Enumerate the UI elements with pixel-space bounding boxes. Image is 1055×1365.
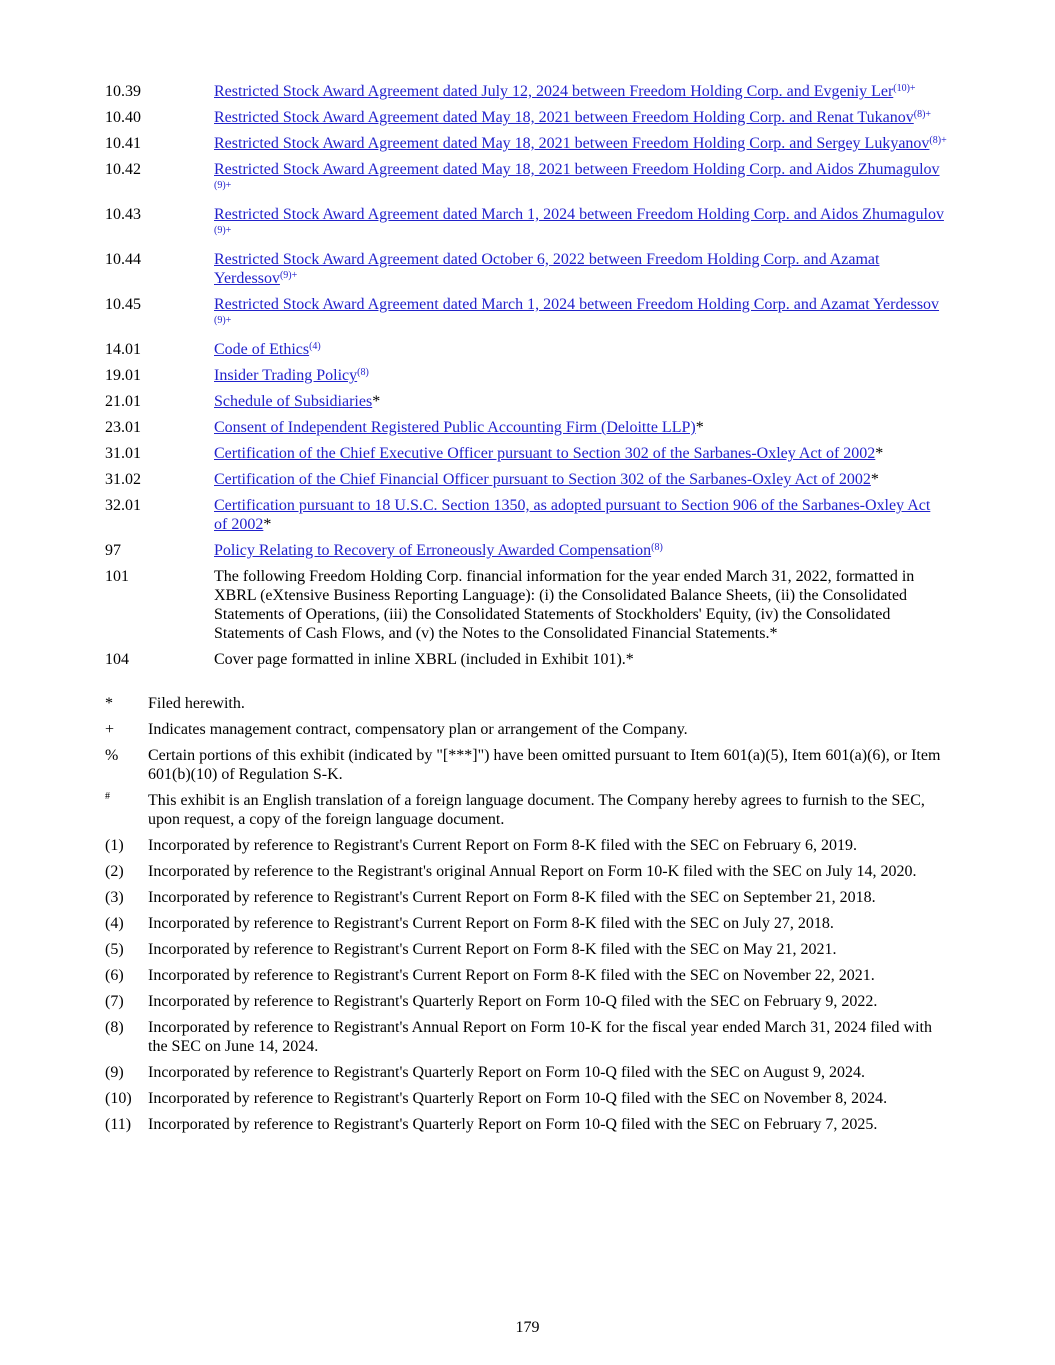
exhibit-number: 10.44: [105, 251, 141, 268]
exhibit-number: 10.43: [105, 206, 141, 223]
footnote-text: Filed herewith.: [148, 695, 245, 712]
footnote-number: (2): [105, 863, 124, 880]
footnote-number: (8): [105, 1019, 124, 1036]
footnote-text: Incorporated by reference to Registrant's Quarterly Report on Form 10-Q filed with the SEC on February 7, 2025.: [148, 1116, 878, 1133]
footnote-number: (11): [105, 1116, 132, 1133]
footnote-symbol-glyph: +: [105, 721, 115, 738]
exhibit-row: [105, 650, 947, 669]
exhibit-description: [214, 496, 947, 534]
footnote-symbol: [105, 746, 148, 784]
exhibit-description: Restricted Stock Award Agreement dated March 1, 2024 between Freedom Holding Corp. and Azamat Yerdessov$^{(9)+}$: [214, 296, 940, 326]
footnote-text: This exhibit is an English translation of a foreign language document. The Company hereby agrees to furnish to the SEC, upon request, a copy of the foreign language document.: [148, 792, 925, 828]
footnote-number: (5): [105, 941, 124, 958]
footnote-row: [105, 914, 947, 933]
exhibit-link[interactable]: Restricted Stock Award Agreement dated May 18, 2021 between Freedom Holding Corp. and Sergey Lukyanov: [214, 135, 930, 152]
exhibit-number: 10.40: [105, 109, 141, 126]
footnote-row: [105, 992, 947, 1011]
footnote-symbol-glyph: *: [105, 695, 113, 712]
exhibit-list: [105, 82, 947, 669]
exhibit-description: [214, 392, 947, 411]
exhibit-number: 21.01: [105, 393, 141, 410]
exhibit-description: Restricted Stock Award Agreement dated October 6, 2022 between Freedom Holding Corp. and Azamat Yerdessov$^{(9)+}$: [214, 251, 880, 287]
exhibit-row: [105, 541, 947, 560]
exhibit-number: 31.01: [105, 445, 141, 462]
filed-herewith-marker: *: [870, 471, 879, 488]
exhibit-number: 104: [105, 651, 129, 668]
footnote-number: (3): [105, 889, 124, 906]
footnote-row: [105, 966, 947, 985]
exhibit-row: [105, 366, 947, 385]
filed-herewith-marker: *: [695, 419, 704, 436]
exhibit-link[interactable]: Certification of the Chief Executive Officer pursuant to Section 302 of the Sarbanes-Oxley Act of 2002: [214, 445, 876, 462]
footnote-text: Incorporated by reference to Registrant's Quarterly Report on Form 10-Q filed with the SEC on February 9, 2022.: [148, 993, 878, 1010]
footnote-row: [105, 888, 947, 907]
exhibit-number: 10.45: [105, 296, 141, 313]
footnote-symbol-glyph: %: [105, 747, 119, 764]
footnote-symbol-notes: [105, 694, 947, 829]
footnote-number: (4): [105, 915, 124, 932]
footnote-symbol: [105, 694, 148, 713]
footnote-text: Incorporated by reference to Registrant's Current Report on Form 8-K filed with the SEC on November 22, 2021.: [148, 967, 875, 984]
footnote-text: Incorporated by reference to Registrant's Current Report on Form 8-K filed with the SEC on July 27, 2018.: [148, 915, 834, 932]
exhibit-link[interactable]: Restricted Stock Award Agreement dated May 18, 2021 between Freedom Holding Corp. and Aidos Zhumagulov: [214, 161, 940, 178]
footnote-row: [105, 862, 947, 881]
exhibit-description: Policy Relating to Recovery of Erroneously Awarded Compensation$^{(8)}$: [214, 542, 663, 559]
footnote-text: Indicates management contract, compensatory plan or arrangement of the Company.: [148, 721, 688, 738]
exhibit-description: [214, 444, 947, 463]
footnote-row: [105, 746, 947, 784]
exhibit-description: Code of Ethics$^{(4)}$: [214, 341, 321, 358]
page-number: 179: [515, 1319, 540, 1336]
exhibit-row: [105, 250, 947, 288]
exhibit-description: Restricted Stock Award Agreement dated July 12, 2024 between Freedom Holding Corp. and Evgeniy Ler$^{(10)+}$: [214, 83, 916, 100]
footnote-numbered-notes: [105, 836, 947, 1134]
exhibit-description: [214, 470, 947, 489]
exhibit-description: Insider Trading Policy$^{(8)}$: [214, 367, 369, 384]
exhibit-number: 23.01: [105, 419, 141, 436]
exhibit-number: 31.02: [105, 471, 141, 488]
footnote-number: (1): [105, 837, 124, 854]
footnote-row: [105, 1063, 947, 1082]
exhibit-link[interactable]: Certification of the Chief Financial Officer pursuant to Section 302 of the Sarbanes-Oxley Act of 2002: [214, 471, 871, 488]
exhibit-row: [105, 567, 947, 643]
exhibit-number: 19.01: [105, 367, 141, 384]
footnote-text: Incorporated by reference to Registrant's Quarterly Report on Form 10-Q filed with the SEC on November 8, 2024.: [148, 1090, 888, 1107]
exhibit-description: [214, 650, 947, 669]
exhibit-description: Restricted Stock Award Agreement dated May 18, 2021 between Freedom Holding Corp. and Sergey Lukyanov$^{(8)+}$: [214, 135, 947, 152]
exhibit-description: Restricted Stock Award Agreement dated May 18, 2021 between Freedom Holding Corp. and Aidos Zhumagulov$^{(9)+}$: [214, 161, 940, 191]
exhibit-row: [105, 108, 947, 127]
exhibit-number: 97: [105, 542, 121, 559]
exhibit-number: 10.42: [105, 161, 141, 178]
footnote-row: [105, 940, 947, 959]
footnote-text: Incorporated by reference to Registrant's Current Report on Form 8-K filed with the SEC on May 21, 2021.: [148, 941, 837, 958]
footnote-text: Incorporated by reference to the Registrant's original Annual Report on Form 10-K filed with the SEC on July 14, 2020.: [148, 863, 917, 880]
footnote-row: [105, 694, 947, 713]
exhibit-number: 10.41: [105, 135, 141, 152]
footnote-text: Incorporated by reference to Registrant's Quarterly Report on Form 10-Q filed with the SEC on August 9, 2024.: [148, 1064, 865, 1081]
exhibit-text: Cover page formatted in inline XBRL (included in Exhibit 101).*: [214, 651, 634, 668]
exhibit-row: [105, 205, 947, 243]
footnote-row: [105, 1115, 947, 1134]
footnote-number: (9): [105, 1064, 124, 1081]
filed-herewith-marker: *: [372, 393, 381, 410]
exhibit-description: [214, 567, 947, 643]
exhibit-description: [214, 418, 947, 437]
footnote-row: [105, 1089, 947, 1108]
exhibit-row: [105, 295, 947, 333]
filed-herewith-marker: *: [875, 445, 884, 462]
exhibit-link[interactable]: Code of Ethics: [214, 341, 310, 358]
exhibit-row: [105, 496, 947, 534]
filed-herewith-marker: *: [263, 516, 272, 533]
footnote-text: Certain portions of this exhibit (indicated by "[***]") have been omitted pursuant to Item 601(a)(5), Item 601(a)(6), or Item 601(b)(10) of Regulation S-K.: [148, 747, 941, 783]
footnote-text: Incorporated by reference to Registrant's Current Report on Form 8-K filed with the SEC on February 6, 2019.: [148, 837, 857, 854]
exhibit-row: [105, 340, 947, 359]
exhibit-link[interactable]: Consent of Independent Registered Public Accounting Firm (Deloitte LLP): [214, 419, 696, 436]
exhibit-row: [105, 444, 947, 463]
exhibit-row: [105, 160, 947, 198]
footnote-row: [105, 791, 947, 829]
footnote-symbol: [105, 791, 148, 829]
footnote-row: [105, 720, 947, 739]
footnote-row: [105, 1018, 947, 1056]
footnote-symbol: [105, 720, 148, 739]
exhibit-row: [105, 82, 947, 101]
exhibit-row: [105, 470, 947, 489]
exhibit-link[interactable]: Restricted Stock Award Agreement dated March 1, 2024 between Freedom Holding Corp. and Azamat Yerdessov: [214, 296, 940, 313]
exhibit-number: 14.01: [105, 341, 141, 358]
exhibit-link[interactable]: Restricted Stock Award Agreement dated May 18, 2021 between Freedom Holding Corp. and Renat Tukanov: [214, 109, 914, 126]
footnote-text: Incorporated by reference to Registrant's Annual Report on Form 10-K for the fiscal year ended March 31, 2024 filed with the SEC on June 14, 2024.: [148, 1019, 932, 1055]
exhibit-link[interactable]: Policy Relating to Recovery of Erroneously Awarded Compensation: [214, 542, 652, 559]
footnote-symbol-glyph: #: [105, 791, 110, 802]
footnote-number: (10): [105, 1090, 132, 1107]
footnote-row: [105, 836, 947, 855]
exhibit-link[interactable]: Schedule of Subsidiaries: [214, 393, 373, 410]
exhibit-text: The following Freedom Holding Corp. financial information for the year ended March 31, 2022, formatted in XBRL (eXtensive Business Reporting Language): (i) the Consolidated Balance Sheets, (ii) the Consolidated Statements of Operations, (iii) the Consolidated Statements of Stockholders' Equity, (iv) the Consolidated Statements of Cash Flows, and (v) the Notes to the Consolidated Financial Statements.*: [214, 568, 915, 642]
footnote-number: (7): [105, 993, 124, 1010]
exhibit-row: [105, 392, 947, 411]
exhibit-description: Restricted Stock Award Agreement dated March 1, 2024 between Freedom Holding Corp. and Aidos Zhumagulov$^{(9)+}$: [214, 206, 944, 236]
exhibit-description: Restricted Stock Award Agreement dated May 18, 2021 between Freedom Holding Corp. and Renat Tukanov$^{(8)+}$: [214, 109, 932, 126]
exhibit-link[interactable]: Restricted Stock Award Agreement dated October 6, 2022 between Freedom Holding Corp. and Azamat Yerdessov: [214, 251, 880, 287]
exhibit-number: 101: [105, 568, 129, 585]
exhibit-link[interactable]: Insider Trading Policy: [214, 367, 358, 384]
exhibit-link[interactable]: Certification pursuant to 18 U.S.C. Section 1350, as adopted pursuant to Section 906 of the Sarbanes-Oxley Act of 2002: [214, 497, 931, 533]
exhibit-row: [105, 418, 947, 437]
footnote-number: (6): [105, 967, 124, 984]
exhibit-number: 32.01: [105, 497, 141, 514]
exhibit-number: 10.39: [105, 83, 141, 100]
exhibit-row: [105, 134, 947, 153]
exhibit-link[interactable]: Restricted Stock Award Agreement dated July 12, 2024 between Freedom Holding Corp. and Evgeniy Ler: [214, 83, 894, 100]
exhibit-link[interactable]: Restricted Stock Award Agreement dated March 1, 2024 between Freedom Holding Corp. and Aidos Zhumagulov: [214, 206, 944, 223]
footnote-text: Incorporated by reference to Registrant's Current Report on Form 8-K filed with the SEC on September 21, 2018.: [148, 889, 876, 906]
